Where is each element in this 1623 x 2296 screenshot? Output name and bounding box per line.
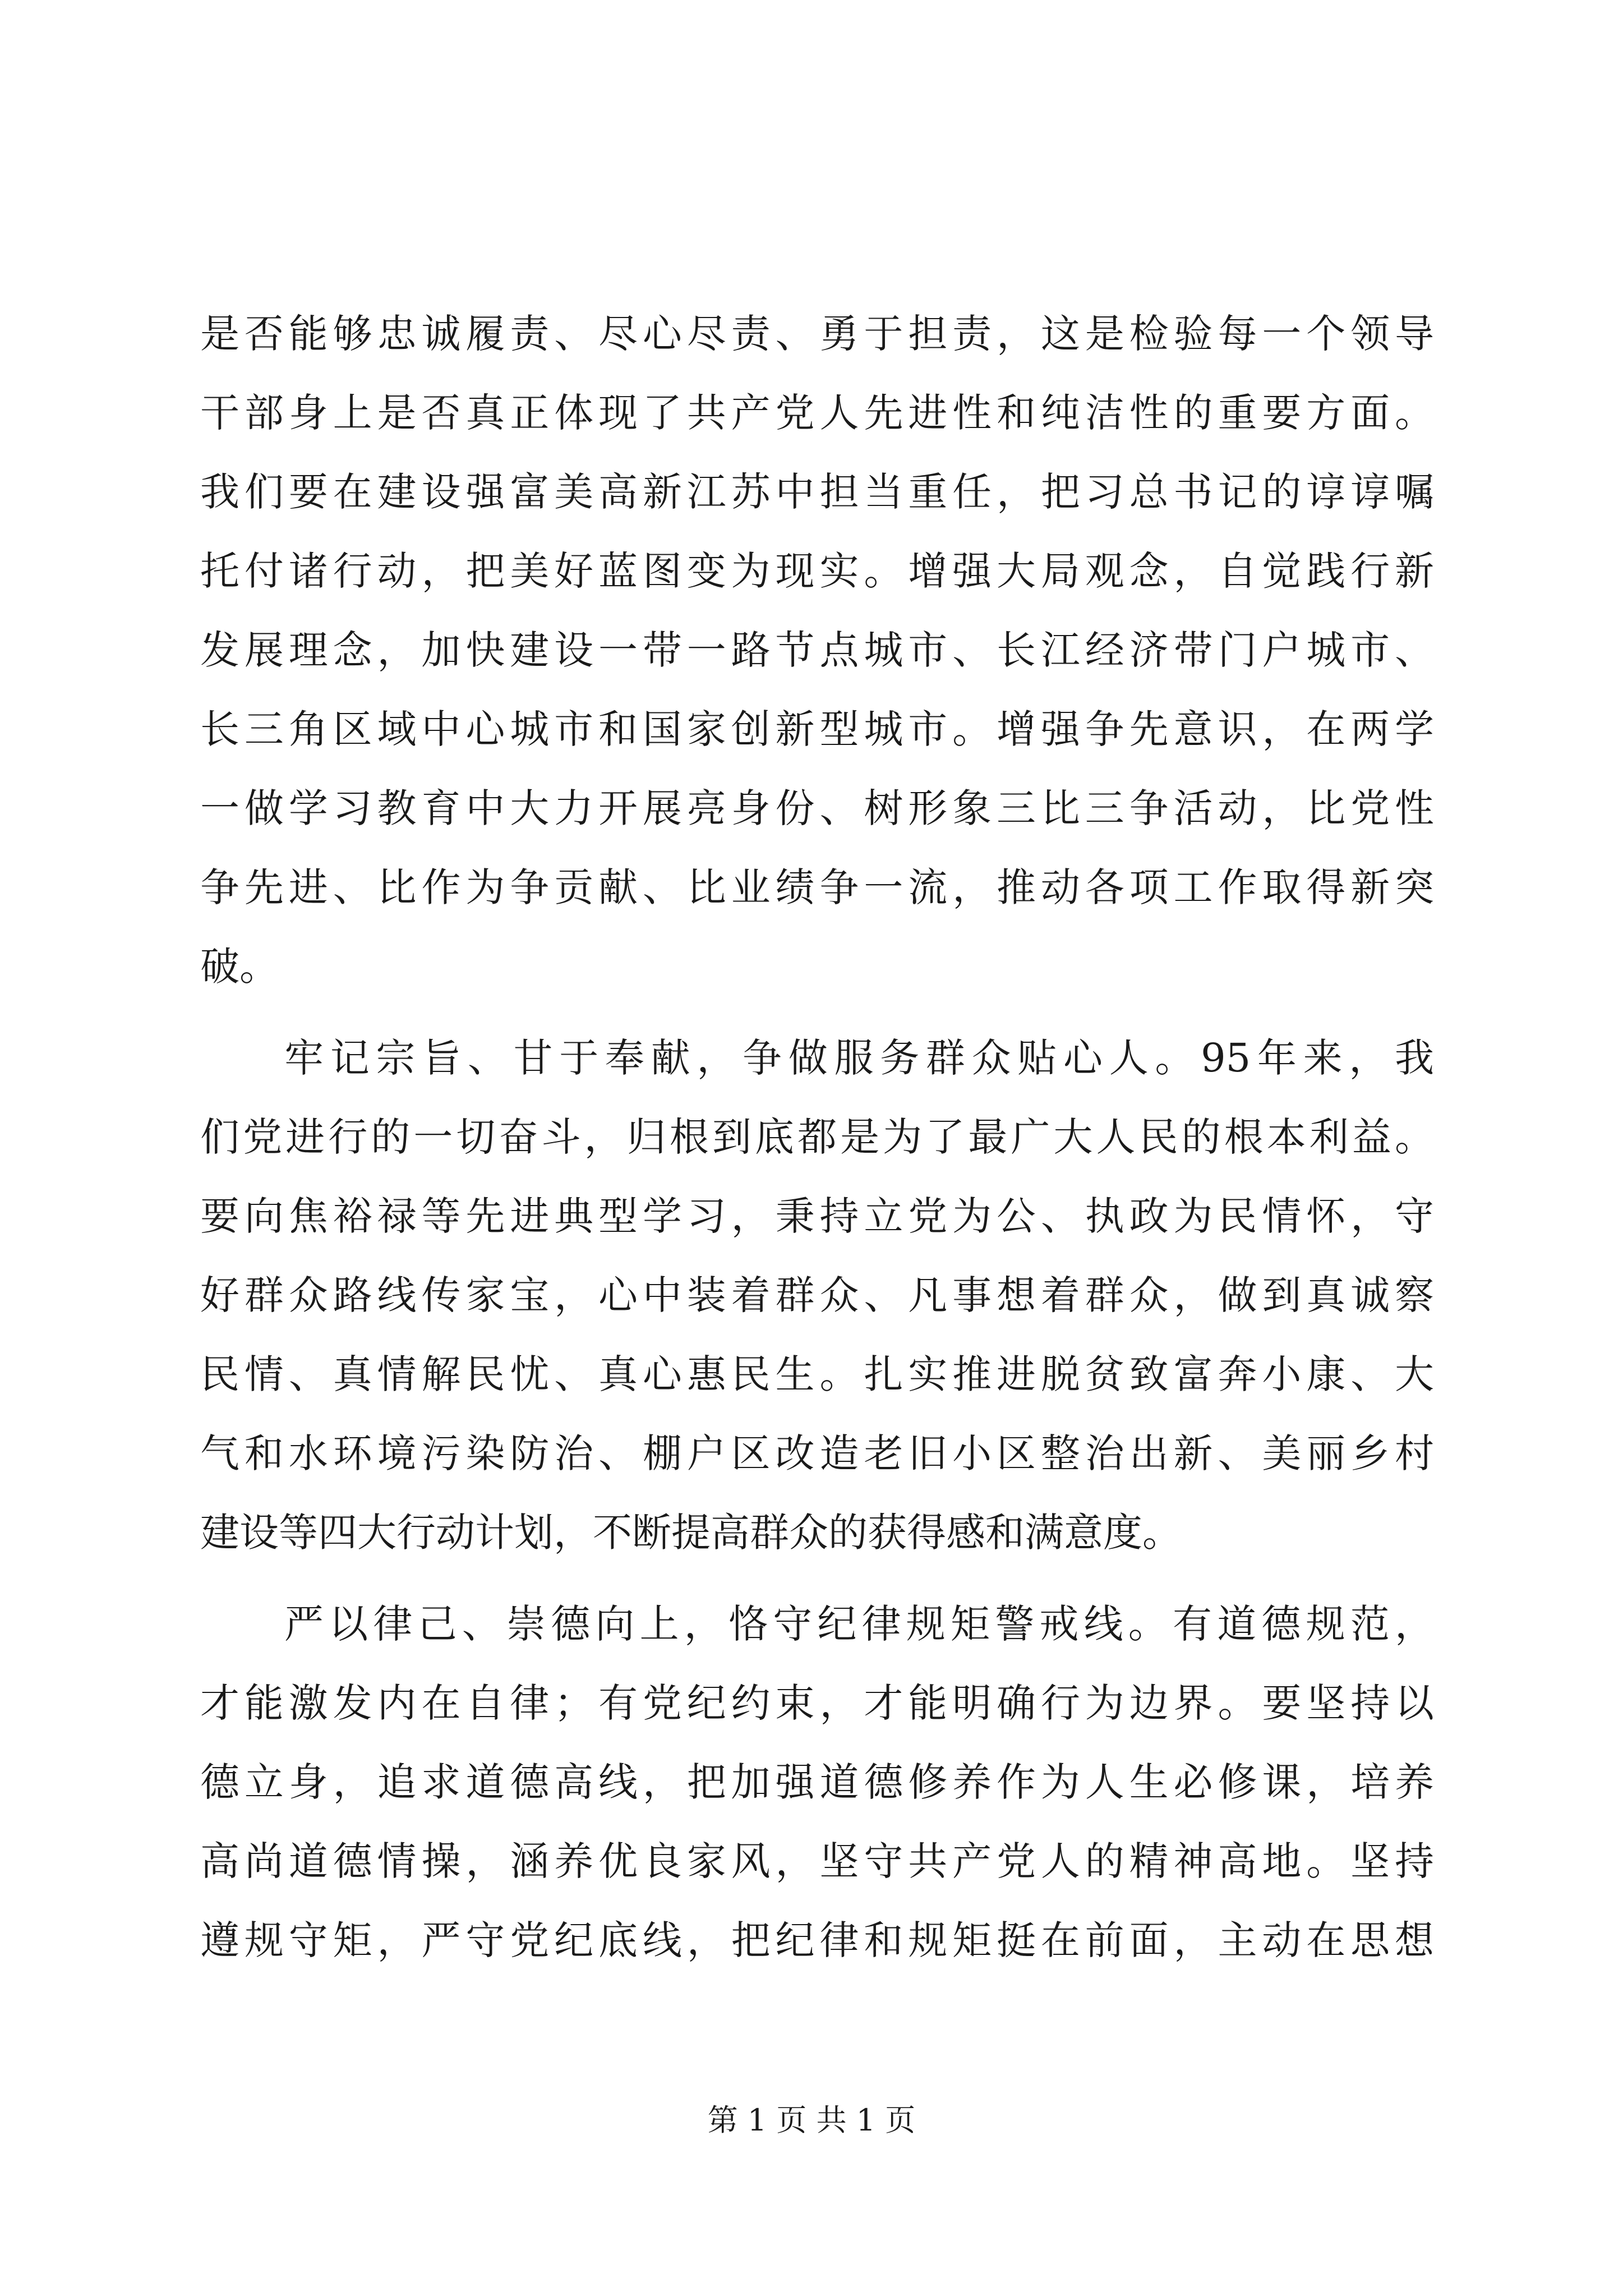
text-line: 争先进、比作为争贡献、比业绩争一流，推动各项工作取得新突 bbox=[200, 864, 1434, 910]
document-body bbox=[200, 295, 1434, 1980]
text-line: 好群众路线传家宝，心中装着群众、凡事想着群众，做到真诚察 bbox=[200, 1272, 1434, 1318]
text-line: 高尚道德情操，涵养优良家风，坚守共产党人的精神高地。坚持 bbox=[200, 1838, 1434, 1884]
text-line: 牢记宗旨、甘于奉献，争做服务群众贴心人。95年来，我 bbox=[284, 1035, 1434, 1081]
text-line: 严以律己、崇德向上，恪守纪律规矩警戒线。有道德规范， bbox=[284, 1601, 1434, 1647]
text-line: 遵规守矩，严守党纪底线，把纪律和规矩挺在前面，主动在思想 bbox=[200, 1917, 1434, 1963]
paragraph bbox=[200, 1585, 1434, 1980]
text-line: 破。 bbox=[200, 944, 279, 990]
text-line: 我们要在建设强富美高新江苏中担当重任，把习总书记的谆谆嘱 bbox=[200, 469, 1434, 515]
paragraph bbox=[200, 295, 1434, 1006]
text-line: 是否能够忠诚履责、尽心尽责、勇于担责，这是检验每一个领导 bbox=[200, 311, 1434, 357]
text-line: 气和水环境污染防治、棚户区改造老旧小区整治出新、美丽乡村 bbox=[200, 1430, 1434, 1476]
text-line: 民情、真情解民忧、真心惠民生。扎实推进脱贫致富奔小康、大 bbox=[200, 1351, 1434, 1397]
text-line: 长三角区域中心城市和国家创新型城市。增强争先意识，在两学 bbox=[200, 706, 1434, 752]
paragraph bbox=[200, 1019, 1434, 1572]
text-line: 们党进行的一切奋斗，归根到底都是为了最广大人民的根本利益。 bbox=[200, 1114, 1434, 1160]
text-line: 才能激发内在自律；有党纪约束，才能明确行为边界。要坚持以 bbox=[200, 1680, 1434, 1726]
text-line: 托付诸行动，把美好蓝图变为现实。增强大局观念，自觉践行新 bbox=[200, 548, 1434, 594]
page-number-footer: 第 1 页 共 1 页 bbox=[707, 2102, 916, 2138]
text-line: 建设等四大行动计划，不断提高群众的获得感和满意度。 bbox=[200, 1510, 1182, 1556]
text-line: 要向焦裕禄等先进典型学习，秉持立党为公、执政为民情怀，守 bbox=[200, 1193, 1434, 1239]
paragraph-spacing bbox=[200, 1006, 1434, 1019]
text-line: 干部身上是否真正体现了共产党人先进性和纯洁性的重要方面。 bbox=[200, 390, 1434, 436]
text-line: 德立身，追求道德高线，把加强道德修养作为人生必修课，培养 bbox=[200, 1759, 1434, 1805]
text-line: 一做学习教育中大力开展亮身份、树形象三比三争活动，比党性 bbox=[200, 785, 1434, 831]
text-line: 发展理念，加快建设一带一路节点城市、长江经济带门户城市、 bbox=[200, 627, 1434, 673]
paragraph-spacing bbox=[200, 1572, 1434, 1585]
